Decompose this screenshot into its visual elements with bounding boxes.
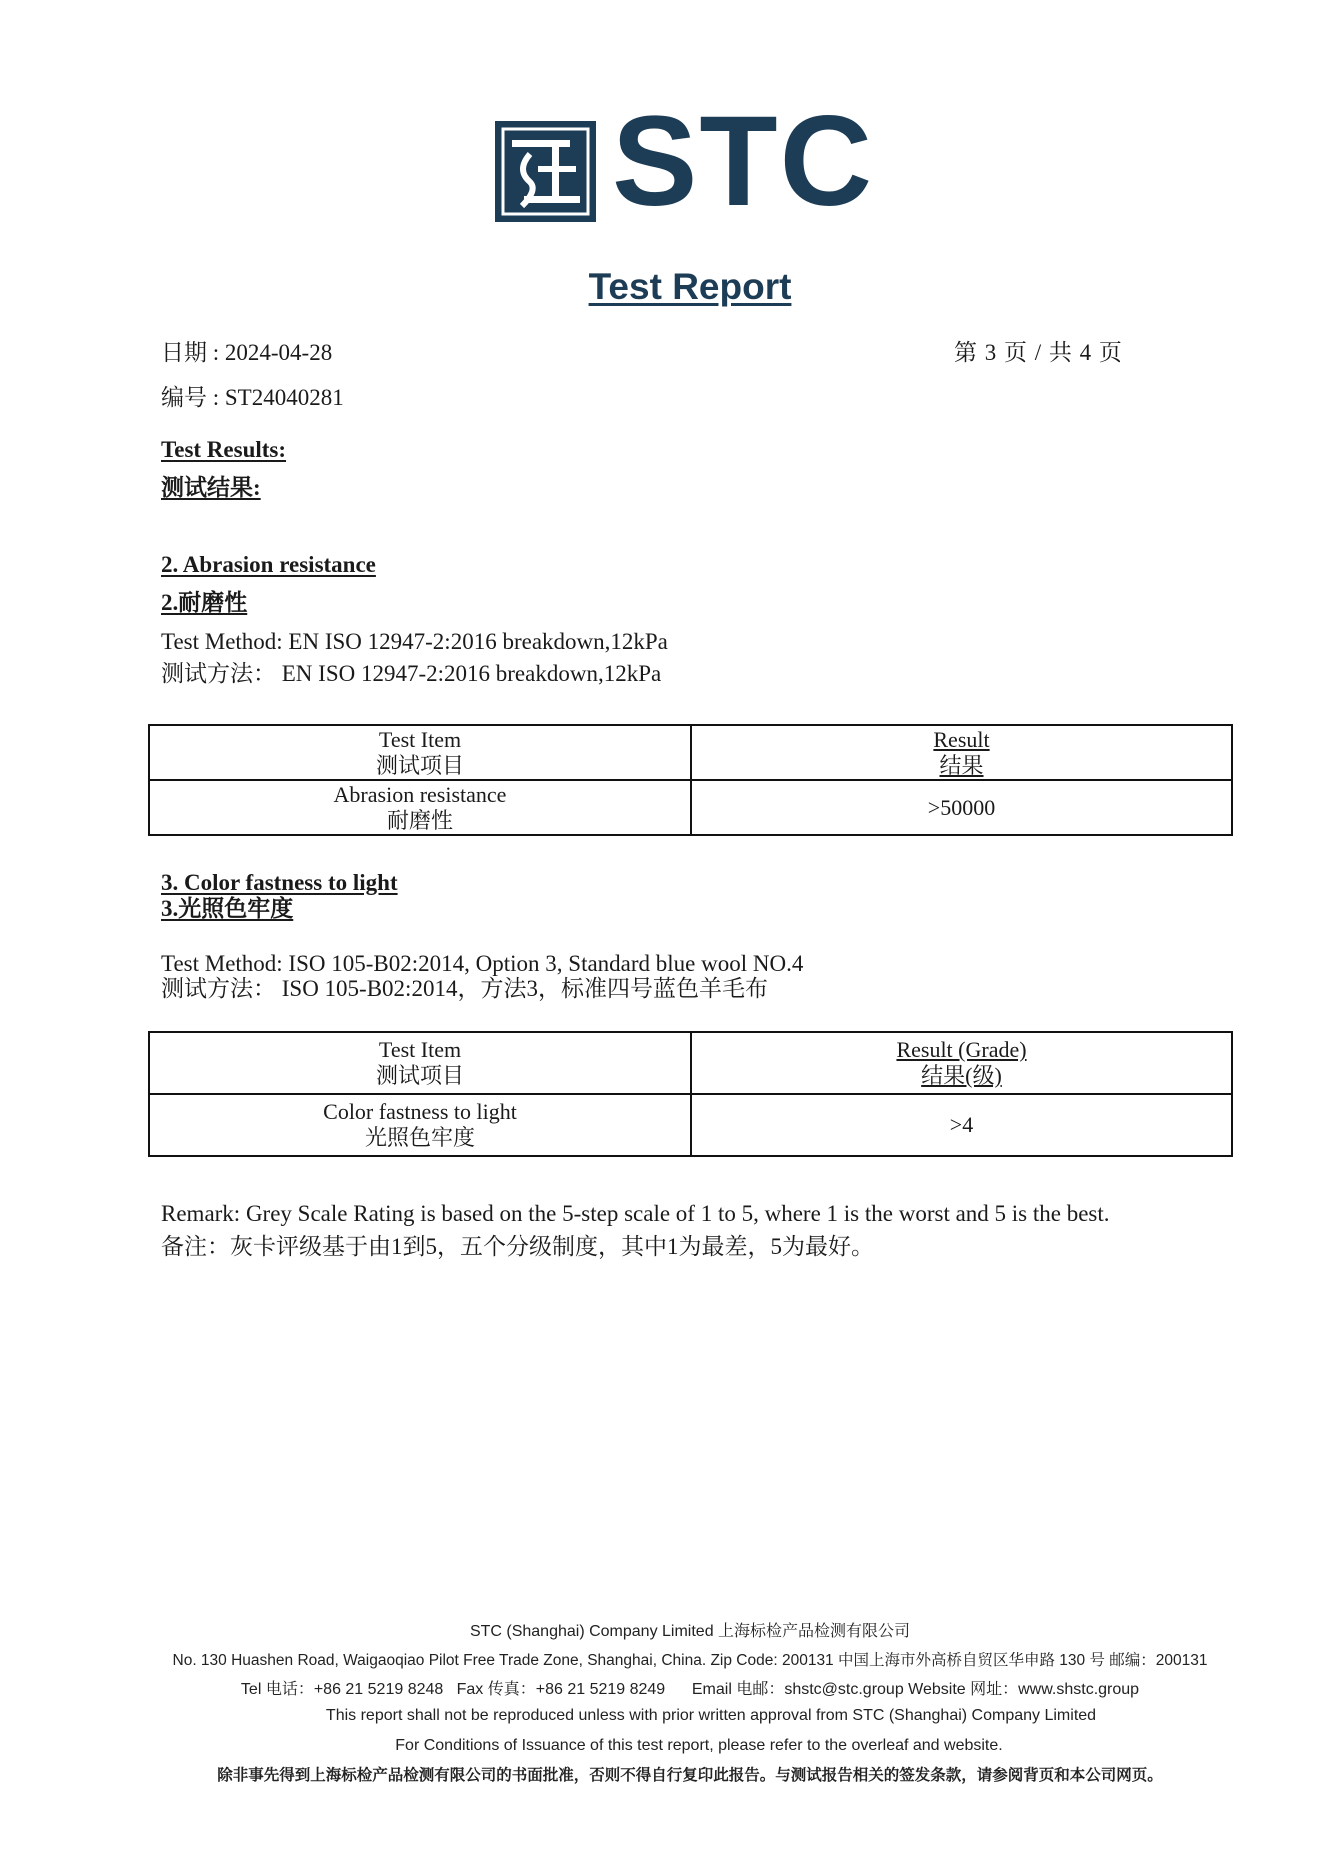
row-test-item: Abrasion resistance [333,781,507,807]
footer-conditions: For Conditions of Issuance of this test report, please refer to the overleaf and website. [395,1737,1003,1754]
col-result: Result (Grade) [896,1037,1027,1062]
light-heading-cn: 3.光照色牢度 [161,896,294,921]
report-title: Test Report [588,266,792,307]
col-test-item: Test Item [378,726,462,752]
remark-text-cn: 备注：灰卡评级基于由1到5，五个分级制度，其中1为最差，5为最好。 [161,1234,874,1259]
result-value: >4 [691,1094,1232,1156]
row-test-item-cn: 耐磨性 [386,807,453,833]
remark-text: Remark: Grey Scale Rating is based on the 5-step scale of 1 to 5, where 1 is the worst and 5 is the best. [161,1201,1110,1226]
report-date: 日期 : 2024-04-28 [161,340,333,365]
abrasion-method: Test Method: EN ISO 12947-2:2016 breakdown,12kPa [161,629,668,654]
footer-contact: Tel 电话：+86 21 5219 8248 Fax 传真：+86 21 5219 8249 Email 电邮：shstc@stc.group Website 网址：www.shstc.group [240,1681,1140,1698]
report-number: 编号 : ST24040281 [161,385,344,410]
light-heading: 3. Color fastness to light [161,870,398,895]
abrasion-heading-cn: 2.耐磨性 [161,590,248,615]
light-method: Test Method: ISO 105-B02:2014, Option 3, Standard blue wool NO.4 [161,951,804,976]
table-header-cell [149,725,691,780]
test-results-heading-cn: 测试结果: [161,475,261,500]
col-result: Result [933,726,990,752]
page-indicator: 第 3 页 / 共 4 页 [954,340,1123,365]
table-row [149,780,1232,835]
row-test-item-cn: 光照色牢度 [364,1125,475,1150]
light-method-cn: 测试方法： ISO 105-B02:2014，方法3，标准四号蓝色羊毛布 [161,976,768,1001]
footer-notice: This report shall not be reproduced unless with prior written approval from STC (Shanghai) Company Limited [325,1707,1097,1724]
row-test-item: Color fastness to light [323,1099,517,1124]
table-cell [149,1094,691,1156]
footer-address: No. 130 Huashen Road, Waigaoqiao Pilot Free Trade Zone, Shanghai, China. Zip Code: 200131 中国上海市外高桥自贸区华申路 130 号 邮编：200131 [172,1652,1208,1669]
col-test-item-cn: 测试项目 [375,752,464,778]
light-results-table [148,1031,1233,1157]
result-value: >50000 [691,780,1232,835]
table-header-cell [149,1032,691,1094]
stc-logo-text: STC [612,90,874,233]
table-header-cell [691,1032,1232,1094]
abrasion-heading: 2. Abrasion resistance [161,552,376,577]
table-cell [149,780,691,835]
table-row [149,1094,1232,1156]
table-header-cell [691,725,1232,780]
table-header-row [149,725,1232,780]
col-test-item-cn: 测试项目 [375,1063,464,1088]
footer-notice-cn: 除非事先得到上海标检产品检测有限公司的书面批准，否则不得自行复印此报告。与测试报告相关的签发条款，请参阅背页和本公司网页。 [217,1767,1163,1784]
abrasion-method-cn: 测试方法： EN ISO 12947-2:2016 breakdown,12kPa [161,661,662,686]
col-test-item: Test Item [378,1037,462,1062]
footer-company: STC (Shanghai) Company Limited 上海标检产品检测有限公司 [469,1623,911,1640]
table-header-row [149,1032,1232,1094]
stc-logo-emblem [494,120,597,223]
col-result-cn: 结果(级) [921,1063,1002,1088]
col-result-cn: 结果 [939,752,984,778]
abrasion-results-table [148,724,1233,836]
test-results-heading: Test Results: [161,437,287,462]
